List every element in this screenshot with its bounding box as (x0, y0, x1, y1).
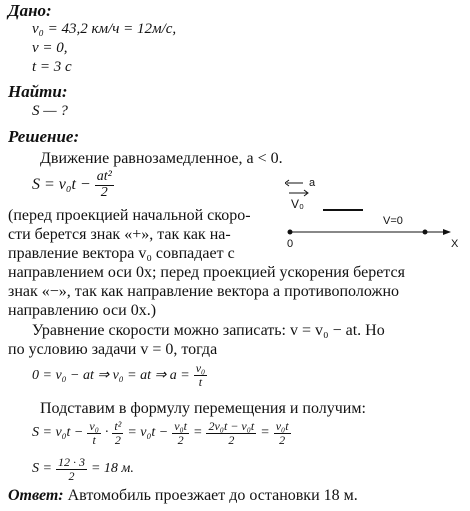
equation-a-den: t (198, 374, 203, 389)
equation-numeric-fraction (56, 456, 87, 482)
equation-s-f3 (172, 420, 189, 446)
answer-label: Ответ: (8, 487, 64, 504)
para2-line1: Уравнение скорости можно записать: v = v₀ − at. Но (32, 322, 385, 339)
equation-s-p2: · (104, 425, 109, 441)
answer-text: Автомобиль проезжает до остановки 18 м. (67, 487, 358, 504)
formula-s (32, 170, 114, 200)
para1-line6: направлению оси 0x.) (8, 302, 157, 319)
equation-numeric (32, 456, 134, 482)
equation-a-num: v₀ (195, 361, 206, 375)
para1-line3: правление вектора v₀ совпадает с (8, 245, 235, 262)
solution-intro: Движение равнозамедленное, a < 0. (40, 150, 283, 167)
equation-a-left: 0 = v₀ − at ⇒ v₀ = at ⇒ a = (32, 367, 190, 383)
given-v: v = 0, (32, 40, 68, 56)
formula-s-den: 2 (100, 184, 108, 200)
acceleration-vector-icon (285, 180, 303, 186)
equation-numeric-p1: S = (32, 461, 52, 477)
equation-s-p4: = (193, 425, 203, 441)
equation-s-f5-num: v₀t (275, 419, 289, 433)
equation-s-p5: = (260, 425, 270, 441)
given-t: t = 3 с (32, 59, 72, 75)
equation-s-f5 (274, 420, 291, 446)
solution-header: Решение: (8, 127, 80, 146)
equation-a (32, 362, 207, 388)
equation-s-f2-den: 2 (114, 432, 121, 447)
equation-s-f4 (206, 420, 256, 446)
velocity-vector-icon (289, 190, 308, 196)
start-point (288, 230, 293, 235)
para1-line2: сти берется знак «+», так как на- (8, 226, 231, 243)
axis-label: X (451, 238, 459, 248)
para2-line2: по условию задачи v = 0, тогда (8, 341, 218, 358)
acceleration-label: a (309, 177, 316, 189)
stop-point (423, 230, 428, 235)
find-header: Найти: (8, 82, 68, 101)
answer (8, 487, 358, 505)
formula-s-num: at² (96, 169, 112, 184)
stop-label: V=0 (383, 215, 403, 227)
given-header: Дано: (8, 1, 52, 20)
para3: Подставим в формулу перемещения и получим: (40, 400, 366, 417)
equation-s-f3-den: 2 (177, 432, 184, 447)
equation-s-f1-num: v₀ (89, 419, 99, 433)
para1-line1: (перед проекцией начальной скоро- (8, 207, 251, 224)
find-line: S — ? (32, 103, 68, 119)
equation-s-f3-num: v₀t (174, 419, 188, 433)
equation-s (32, 420, 291, 446)
equation-s-f5-den: 2 (279, 432, 286, 447)
formula-s-fraction (95, 170, 114, 200)
equation-s-p1: S = v₀t − (32, 425, 84, 441)
equation-numeric-p2: = 18 м. (90, 461, 134, 477)
equation-s-f4-num: 2v₀t − v₀t (208, 419, 255, 433)
equation-numeric-den: 2 (68, 468, 75, 483)
equation-s-f1-den: t (92, 432, 96, 447)
motion-diagram (285, 168, 465, 248)
para1-line5: знак «−», так как направление вектора a противоположно (8, 283, 400, 300)
equation-numeric-num: 12 · 3 (57, 455, 85, 469)
velocity-label: V₀ (291, 197, 304, 211)
origin-label: 0 (287, 238, 294, 248)
equation-s-f4-den: 2 (228, 432, 235, 447)
formula-s-left: S = v₀t − (32, 176, 91, 194)
given-v0: v₀ = 43,2 км/ч = 12м/с, (32, 21, 177, 37)
para1-line4: направлением оси 0x; перед проекцией ускорения берется (8, 264, 405, 281)
equation-s-f2-num: t² (114, 419, 122, 433)
equation-s-f2 (112, 420, 123, 446)
equation-s-p3: = v₀t − (127, 425, 169, 441)
equation-a-fraction (194, 362, 208, 388)
equation-s-f1 (87, 420, 101, 446)
